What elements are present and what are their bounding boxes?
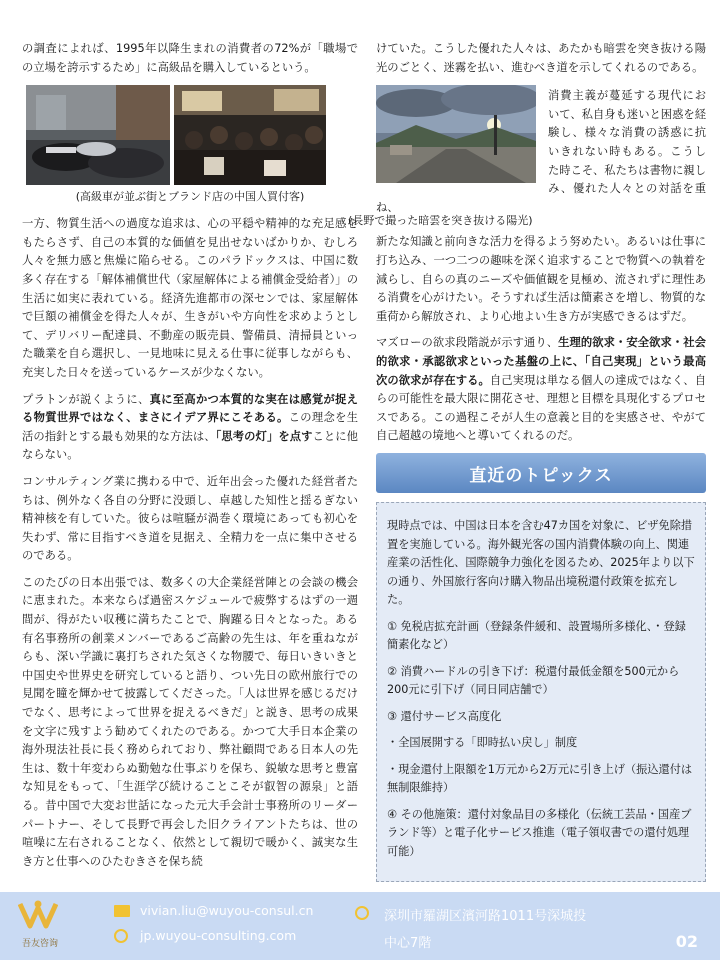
topics-header: [376, 453, 706, 493]
address-line-1: 深圳市羅湖区濱河路1011号深城投: [384, 909, 587, 924]
maslow-text-a: マズローの欲求段階説が示す通り、: [376, 336, 559, 350]
left-column: [22, 0, 358, 879]
paragraph-consulting: コンサルティング業に携わる中で、近年出会った優れた経営者たちは、例外なく各自の分野に没頭し、卓越した知性と揺るぎない精神核を有していた。彼らは喧騒が渦巻く環境にあっても初心を失わず、常に目指すべき道を見据え、全精力を一点に集中させるのである。: [22, 474, 358, 563]
intro-paragraph: の調査によれば、1995年以降生まれの消費者の72%が「職場での立場を誇示するため」に高級品を購入しているという。: [22, 42, 358, 74]
paragraph-continued: けていた。こうした優れた人々は、あたかも暗雲を突き抜ける陽光のごとく、迷霧を払い、進むべき道を示してくれるのである。: [376, 42, 706, 74]
topics-item-2: ② 消費ハードルの引き下げ：税還付最低金額を500元から200元に引下げ（同日同店舗で）: [387, 664, 680, 696]
luxury-cars-photo: [26, 85, 170, 185]
maslow-bold-b: 生理的欲求・安全欲求・社会的欲求・承認欲求といった基盤の上に、「自己実現」という最高次の欲求が存在する。: [376, 336, 706, 387]
plato-text-c: この理念を生活の指針とする最も効果的な方法は、: [22, 411, 358, 443]
footer: [0, 892, 720, 960]
plato-text-e: ことに他ならない。: [22, 429, 358, 462]
logo-text: 吾友咨询: [21, 939, 58, 949]
paragraph-demolition-generation: 一方、物質生活への過度な追求は、心の平穏や精神的な充足感をもたらさず、自己の本質的な価値を見出せないばかりか、むしろ人々を無力感と焦燥に陥らせる。このパラドックスは、中国に数多く存在する「解体補償世代（家屋解体による補償金受給者）」の生活に如実に表れている。経済先進都市の深センでは、家屋解体で巨額の補償金を得た人々が、生きがいや方向性を求めようとして、デリバリー配達員、不動産の販売員、警備員、清掃員といった職業を自ら選択し、一見地味に見える仕事に従事しながらも、充実した日々を送っているケースが少なくない。: [22, 217, 358, 379]
page-number: 02: [675, 932, 698, 951]
paragraph-maslow: [376, 334, 706, 446]
website-link[interactable]: jp.wuyou-consulting.com: [140, 928, 297, 943]
plato-bold-b: 真に至高かつ本質的な実在は感覚が捉える物質世界ではなく、まさにイデア界にこそある。: [22, 392, 358, 425]
wrap-block: [376, 79, 706, 217]
email-link[interactable]: vivian.liu@wuyou-consul.cn: [140, 903, 314, 918]
paragraph-consumerism: 消費主義が蔓延する現代において、私自身も迷いと困惑を経験し、様々な消費の誘惑に抗いきれない時もある。こうした時こそ、私たちは書物に親しみ、優れた人々との対話を重ね、: [376, 89, 706, 214]
brand-store-shoppers-photo: [174, 85, 326, 185]
paragraph-plato: [22, 391, 358, 465]
right-column: [348, 0, 706, 454]
paragraph-japan-trip: このたびの日本出張では、数多くの大企業経営陣との会談の機会に恵まれた。本来ならば過密スケジュールで疲弊するはずの一週間が、得がたい収穫に満ちたことで、胸躍る日々となった。ある有名事務所の創業メンバーであるご高齢の先生は、年を重ねながらも、深い学識に裏打ちされた気さくな物腰で、毎日いきいきと中国史や世界史を研究していると語り、つい先日の欧州旅行での見聞を瞳を輝かせて披露してくださった。「人は世界を感じるだけでなく、思考によって世界を捉えるべきだ」と説き、思考の成果を文字に残すよう勧めてくれたのである。かつて大手日本企業の海外現法社長に長く務められており、弊社顧問である日本人の先生は、数十年変わらぬ勤勉な仕事ぶりを保ち、鋭敏な思考と豊富な知見をもって、「生涯学び続けることこそが叡智の源泉」と語る。昔中国で大変お世話になった元大手会計士事務所のリーダーパートナー、そして長野で再会した旧クライアントたちは、世の喧噪に左右されることなく、依然として親切で暖かく、誠実な生き方と仕事へのひたむきさを保ち続: [22, 575, 358, 868]
email-icon: [114, 905, 130, 917]
company-logo: [10, 900, 70, 956]
location-icon: [355, 906, 369, 920]
topics-intro: 現時点では、中国は日本を含む47カ国を対象に、ビザ免除措置を実施している。海外観光客の国内消費体験の向上、関連産業の活性化、国際競争力強化を図るため、2025年より以下の通り、外国旅行客向け購入物品出境税還付政策を拡充した。: [387, 519, 695, 606]
topics-item-3b: ・現金還付上限額を1万元から2万元に引き上げ（振込還付は無制限維持）: [387, 762, 693, 794]
address-line-2: 中心7階: [384, 936, 432, 951]
photo-caption-right: (長野で撮った暗雲を突き抜ける陽光): [348, 214, 533, 228]
topics-item-1: ① 免税店拡充計画（登録条件緩和、設置場所多様化、・登録簡素化など）: [387, 619, 686, 651]
paragraph-knowledge: 新たな知識と前向きな活力を得るよう努めたい。あるいは仕事に打ち込み、一つ二つの趣味を深く追求することで物質への執着を減らし、自らの真のニーズや価値観を見極め、流されずに理性ある消費を心がけたい。そうすれば生活は簡素さを増し、物質的な重荷から解放され、より心地よい生き方が実感できるはずだ。: [376, 235, 706, 323]
photo-row: [26, 85, 358, 185]
topics-item-3a: ・全国展開する「即時払い戻し」制度: [387, 736, 578, 749]
photo-caption-left: (高級車が並ぶ街とブランド店の中国人買付客): [75, 190, 305, 204]
nagano-photo-block: [376, 79, 540, 183]
topics-item-3: ③ 還付サービス高度化: [387, 709, 502, 723]
logo-mark-icon: [18, 900, 58, 934]
topics-box: [376, 502, 706, 882]
nagano-sunlight-photo: [376, 85, 536, 183]
topics-item-4: ④ その他施策：還付対象品目の多様化（伝統工芸品・国産ブランド等）と電子化サービス推進（電子領収書での還付処理可能）: [387, 807, 692, 858]
topics-title: 直近のトピックス: [469, 465, 613, 486]
plato-text-a: プラトンが説くように、: [22, 392, 150, 406]
plato-bold-d: 「思考の灯」を点す: [215, 429, 313, 443]
maslow-text-c: 自己実現は単なる個人の達成ではなく、自らの可能性を最大限に開花させ、理想と目標を具現化するプロセスである。この過程こそが人生の意義と目的を実感させ、やがて自己超越の境地へと導いてくれるのだ。: [376, 373, 706, 443]
globe-icon: [114, 929, 128, 943]
